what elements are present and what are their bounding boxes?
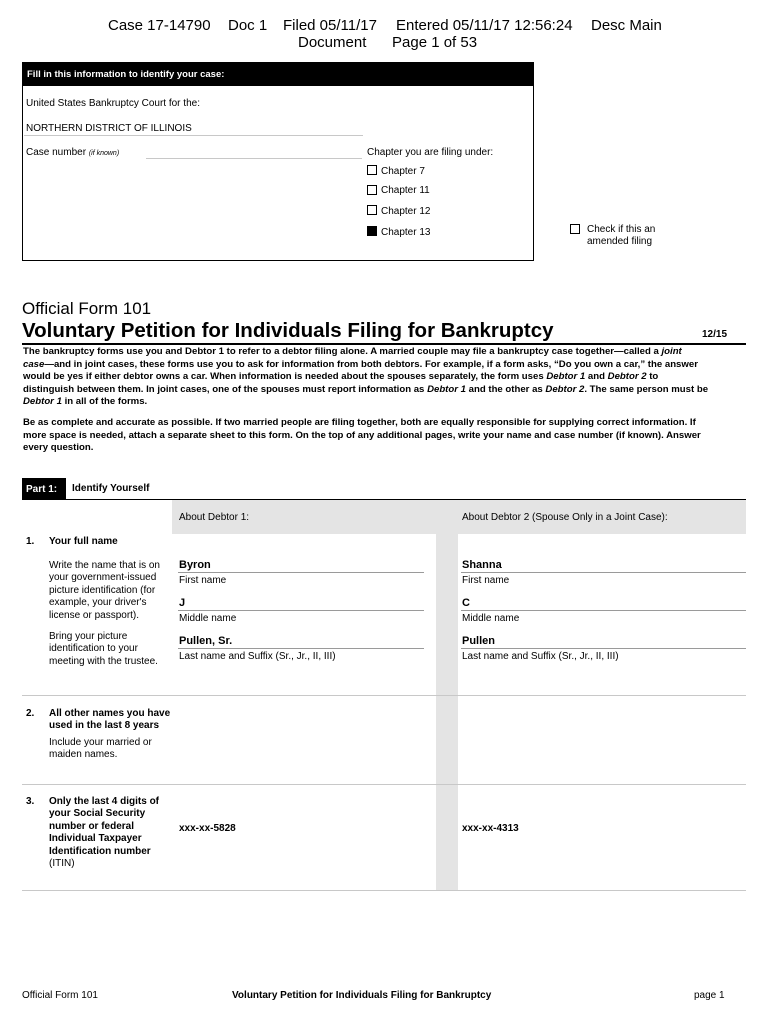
debtor1-middle-name[interactable]: J — [179, 597, 186, 609]
debtor2-first-name[interactable]: Shanna — [462, 559, 502, 571]
chapter-7-label: Chapter 7 — [381, 166, 425, 177]
q1-help-1: Write the name that is on your government-issued picture identification (for example, your driver's license or passport). — [49, 560, 160, 621]
debtor1-first-underline — [178, 572, 424, 573]
chapter-13-label: Chapter 13 — [381, 227, 431, 238]
part1-tag-text: Part 1: — [26, 484, 58, 495]
case-info-banner — [22, 62, 533, 86]
debtor1-middle-label: Middle name — [179, 613, 237, 624]
debtor2-first-underline — [461, 572, 746, 573]
debtor1-middle-underline — [178, 610, 424, 611]
amended-filing-checkbox[interactable] — [570, 224, 580, 234]
debtor1-column-header: About Debtor 1: — [179, 512, 250, 523]
debtor1-first-name[interactable]: Byron — [179, 559, 211, 571]
page-count-header: Page 1 of 53 — [392, 34, 478, 51]
debtor1-ssn[interactable]: xxx-xx-5828 — [179, 823, 236, 834]
court-label: United States Bankruptcy Court for the: — [26, 98, 200, 109]
form-title: Voluntary Petition for Individuals Filing for Bankruptcy — [22, 319, 554, 342]
amended-line-2: amended filing — [587, 236, 653, 247]
case-number-label-text: Case number — [26, 147, 87, 158]
case-info-box — [22, 62, 534, 261]
form-name: Official Form 101 — [22, 299, 152, 318]
q2-divider — [22, 784, 746, 785]
debtor2-last-label: Last name and Suffix (Sr., Jr., II, III) — [462, 651, 619, 662]
case-number-field[interactable] — [146, 158, 362, 159]
column-separator — [436, 534, 458, 890]
debtor2-last-name[interactable]: Pullen — [462, 635, 496, 647]
q1-help-2: Bring your picture identification to your meeting with the trustee. — [49, 631, 158, 667]
chapter-11-checkbox[interactable] — [367, 185, 377, 195]
case-number-label — [26, 147, 119, 158]
chapter-label: Chapter you are filing under: — [367, 147, 494, 158]
debtor2-column-header: About Debtor 2 (Spouse Only in a Joint Case): — [462, 512, 668, 523]
case-info-banner-text: Fill in this information to identify your case: — [27, 69, 225, 80]
chapter-7-checkbox[interactable] — [367, 165, 377, 175]
title-rule — [22, 343, 746, 345]
debtor1-last-label: Last name and Suffix (Sr., Jr., II, III) — [179, 651, 336, 662]
footer-page-number: page 1 — [694, 990, 725, 1001]
district-field[interactable]: NORTHERN DISTRICT OF ILLINOIS — [26, 123, 192, 134]
debtor1-first-label: First name — [179, 575, 227, 586]
q3-number: 3. — [26, 796, 35, 807]
entered-date-header: Entered 05/11/17 12:56:24 — [396, 17, 573, 34]
case-number-hint: (if known) — [88, 150, 120, 157]
chapter-12-checkbox[interactable] — [367, 205, 377, 215]
q2-help: Include your married or maiden names. — [49, 737, 152, 761]
desc-header: Desc Main — [591, 17, 662, 34]
q1-number: 1. — [26, 536, 35, 547]
q2-title: All other names you have used in the last 8 years — [49, 708, 171, 732]
debtor2-middle-underline — [461, 610, 746, 611]
part1-title: Identify Yourself — [72, 483, 150, 494]
intro-paragraph-1: The bankruptcy forms use you and Debtor 1 to refer to a debtor filing alone. A married couple may file a bankruptcy case together—called a joint case—and in joint cases, these forms use you to ask for information from both debtors. For example, if a form asks, “Do you own a car,” the answer would be yes if either debtor owns a car. When information is needed about the spouses separately, the form uses Debtor 1 and Debtor 2 to distinguish between them. In joint cases, one of the spouses must report information as Debtor 1 and the other as Debtor 2. The same person must be Debtor 1 in all of the forms. — [23, 346, 709, 408]
amended-line-1: Check if this an — [587, 224, 656, 235]
debtor2-last-underline — [461, 648, 746, 649]
chapter-11-label: Chapter 11 — [381, 185, 430, 196]
intro-paragraph-2: Be as complete and accurate as possible. If two married people are filing together, both are equally responsible for supplying correct information. If more space is needed, attach a separate sheet to this form. On the top of any additional pages, write your name and case number (if known). Answer every question. — [23, 417, 701, 454]
q3-divider — [22, 890, 746, 891]
q3-title: Only the last 4 digits of your Social Security number or federal Individual Taxpayer Identification number (ITIN) — [49, 796, 160, 870]
part1-tag — [22, 478, 66, 500]
q1-divider — [22, 695, 746, 696]
doc-number-header: Doc 1 — [228, 17, 268, 34]
footer-form-name: Official Form 101 — [22, 990, 98, 1001]
district-underline — [24, 135, 363, 136]
footer-form-title: Voluntary Petition for Individuals Filing for Bankruptcy — [232, 990, 492, 1001]
q2-number: 2. — [26, 708, 35, 719]
chapter-12-label: Chapter 12 — [381, 206, 431, 217]
debtor1-last-name[interactable]: Pullen, Sr. — [179, 635, 233, 647]
case-number-header: Case 17-14790 — [108, 17, 211, 34]
form-version: 12/15 — [702, 329, 728, 340]
debtor2-first-label: First name — [462, 575, 510, 586]
debtor2-middle-name[interactable]: C — [462, 597, 470, 609]
debtor1-last-underline — [178, 648, 424, 649]
chapter-13-checkbox[interactable] — [367, 226, 377, 236]
debtor2-ssn[interactable]: xxx-xx-4313 — [462, 823, 519, 834]
q1-title: Your full name — [49, 536, 118, 547]
debtor2-middle-label: Middle name — [462, 613, 520, 624]
filed-date-header: Filed 05/11/17 — [283, 17, 377, 34]
document-label: Document — [298, 34, 367, 51]
